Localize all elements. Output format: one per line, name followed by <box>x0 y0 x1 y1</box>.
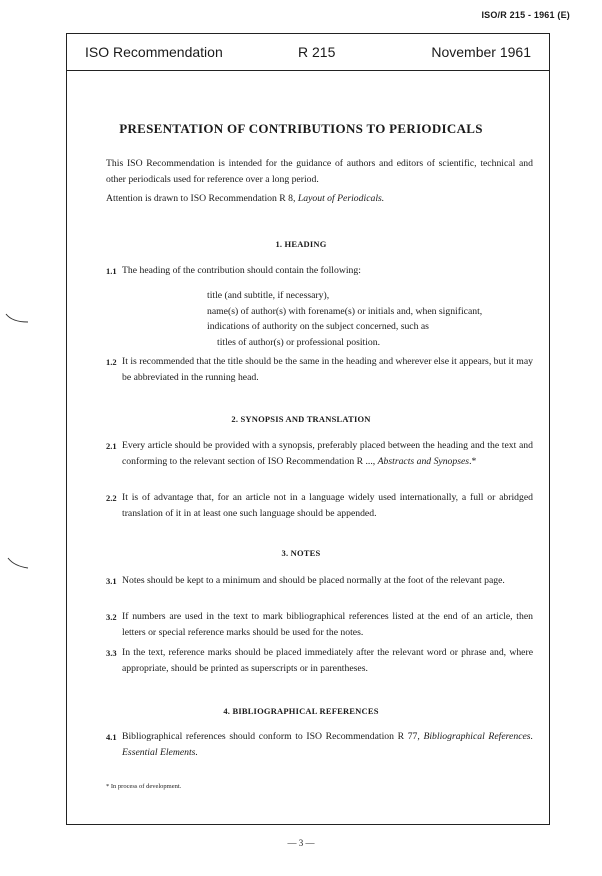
clause-text: It is recommended that the title should be the same in the heading and wherever else it appears, but it may be abbreviated in the running head. <box>122 356 533 383</box>
list-item: titles of author(s) or professional position. <box>217 336 381 348</box>
clause-1-2 <box>106 354 533 386</box>
clause-text: Every article should be provided with a synopsis, preferably placed between the heading and the text and conforming to the relevant section of ISO Recommendation R ..., <box>122 440 533 467</box>
clause-2-1 <box>106 438 533 470</box>
clause-number: 2.1 <box>106 441 117 451</box>
clause-number: 2.2 <box>106 493 117 503</box>
clause-footnote-mark: .* <box>469 456 477 467</box>
intro-attention-italic: Layout of Periodicals. <box>297 193 385 204</box>
section-heading-3: 3. NOTES <box>281 548 321 558</box>
clause-italic: Bibliographical References. Essential Elements. <box>122 731 533 758</box>
clause-text: If numbers are used in the text to mark bibliographical references listed at the end of an article, then letters or special reference marks should be used for the notes. <box>122 611 533 638</box>
page-title: PRESENTATION OF CONTRIBUTIONS TO PERIODICALS <box>119 121 483 136</box>
header-standard-number: R 215 <box>298 44 336 60</box>
document-header <box>67 34 549 71</box>
clause-4-1 <box>106 729 533 761</box>
clause-number: 3.3 <box>106 648 117 658</box>
document-reference: ISO/R 215 - 1961 (E) <box>481 10 570 20</box>
header-standard-type: ISO Recommendation <box>85 44 223 60</box>
footnote: * In process of development. <box>106 783 182 790</box>
clause-number: 1.1 <box>106 266 117 276</box>
clause-text: The heading of the contribution should contain the following: <box>122 265 361 276</box>
header-date: November 1961 <box>431 44 531 60</box>
clause-text: Bibliographical references should conform to ISO Recommendation R 77, <box>122 731 424 742</box>
margin-mark-icon <box>6 556 32 570</box>
section-heading-2: 2. SYNOPSIS AND TRANSLATION <box>231 414 371 424</box>
clause-text: In the text, reference marks should be placed immediately after the relevant word or phrase and, where appropriate, should be printed as superscripts or in parentheses. <box>122 647 533 674</box>
clause-3-3 <box>106 645 533 677</box>
clause-text: It is of advantage that, for an article not in a language widely used internationally, a full or abridged translation of it in at least one such language should be appended. <box>122 492 533 519</box>
clause-1-1 <box>106 263 533 279</box>
intro-paragraph: This ISO Recommendation is intended for the guidance of authors and editors of scientific, technical and other periodicals used for reference over a long period. <box>106 158 533 185</box>
section-heading-1: 1. HEADING <box>275 239 327 249</box>
clause-italic: Abstracts and Synopses <box>377 456 470 467</box>
intro-attention <box>106 191 533 207</box>
clause-text: Notes should be kept to a minimum and should be placed normally at the foot of the relevant page. <box>122 575 505 586</box>
list-item: title (and subtitle, if necessary), <box>207 290 330 301</box>
list-item: indications of authority on the subject concerned, such as <box>207 321 429 332</box>
clause-number: 4.1 <box>106 732 117 742</box>
list-item: name(s) of author(s) with forename(s) or initials and, when significant, <box>207 305 483 317</box>
heading-contents-list <box>207 288 537 350</box>
page-number: — 3 — <box>287 838 315 848</box>
clause-2-2 <box>106 490 533 522</box>
clause-number: 3.2 <box>106 612 117 622</box>
clause-3-1 <box>106 573 533 589</box>
clause-number: 3.1 <box>106 576 117 586</box>
margin-mark-icon <box>4 312 30 326</box>
intro-attention-text: Attention is drawn to ISO Recommendation R 8, <box>106 193 298 204</box>
section-heading-4: 4. BIBLIOGRAPHICAL REFERENCES <box>223 706 379 716</box>
clause-3-2 <box>106 609 533 641</box>
clause-number: 1.2 <box>106 357 117 367</box>
